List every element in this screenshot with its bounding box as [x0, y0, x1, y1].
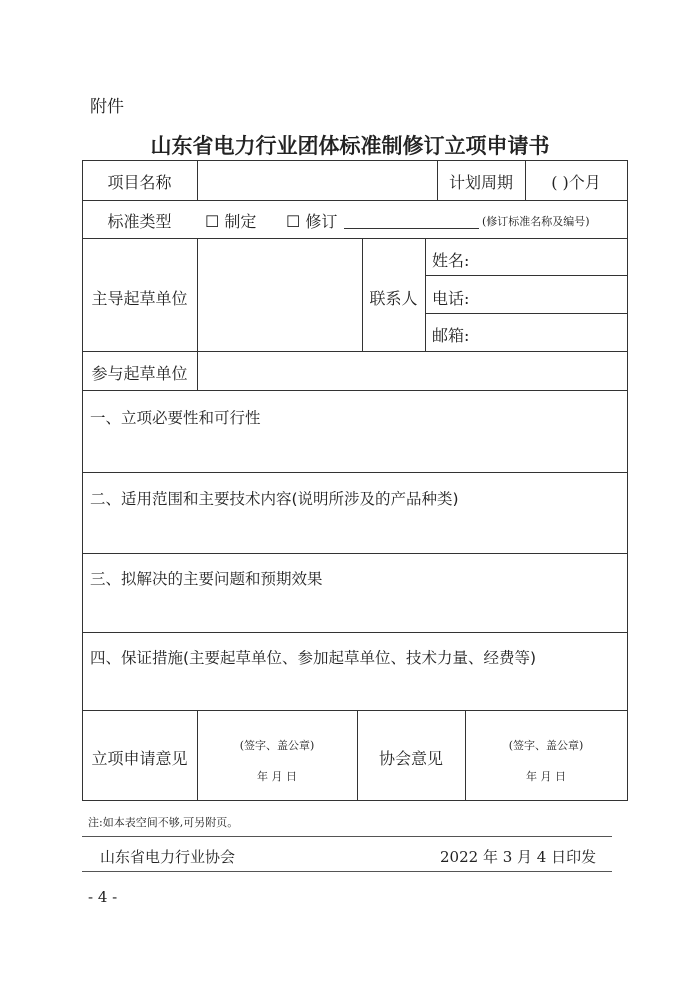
lead-unit-label: 主导起草单位 [91, 289, 188, 308]
table-line [82, 390, 628, 391]
attachment-label: 附件 [90, 97, 124, 117]
section-problems: 三、拟解决的主要问题和预期效果 [90, 570, 323, 588]
plan-period-field[interactable]: ( )个月 [551, 173, 601, 192]
checkbox-establish[interactable]: ☐ 制定 [205, 212, 257, 231]
contact-phone-label[interactable]: 电话: [432, 289, 470, 308]
table-line [425, 238, 426, 351]
contact-name-label[interactable]: 姓名: [432, 251, 470, 270]
date-field-2: 年 月 日 [526, 770, 566, 783]
table-border-left [82, 160, 83, 800]
table-line [82, 632, 628, 633]
contact-email-label[interactable]: 邮箱: [432, 326, 470, 345]
issue-date: 2022 年 3 月 4 日印发 [440, 848, 597, 866]
table-line [82, 472, 628, 473]
assoc-opinion-label: 协会意见 [378, 749, 443, 768]
table-border-right [627, 160, 628, 800]
footer-rule-bottom [82, 871, 612, 872]
apply-opinion-label: 立项申请意见 [91, 749, 188, 768]
lead-unit-field[interactable] [198, 239, 361, 350]
project-name-field[interactable] [198, 161, 436, 199]
table-line [82, 200, 628, 201]
table-line [82, 553, 628, 554]
table-line [82, 710, 628, 711]
revise-standard-blank[interactable] [344, 228, 479, 229]
table-line [425, 313, 628, 314]
contact-label: 联系人 [369, 289, 418, 308]
footer-rule-top [82, 836, 612, 837]
project-name-label: 项目名称 [107, 173, 172, 192]
standard-type-label: 标准类型 [107, 212, 172, 231]
table-line [425, 275, 628, 276]
plan-period-label: 计划周期 [448, 173, 513, 192]
table-line [465, 710, 466, 800]
revise-hint: (修订标准名称及编号) [482, 215, 590, 228]
form-title: 山东省电力行业团体标准制修订立项申请书 [150, 133, 550, 158]
section-necessity: 一、立项必要性和可行性 [90, 409, 261, 427]
page-number: - 4 - [88, 888, 118, 906]
issuer: 山东省电力行业协会 [100, 848, 236, 866]
table-border-bottom [82, 800, 628, 801]
participant-unit-field[interactable] [198, 352, 626, 389]
sign-seal-note-1: (签字、盖公章) [239, 739, 315, 752]
table-line [197, 710, 198, 800]
table-note: 注:如本表空间不够,可另附页。 [88, 816, 239, 829]
section-scope: 二、适用范围和主要技术内容(说明所涉及的产品种类) [90, 490, 459, 508]
checkbox-revise[interactable]: ☐ 修订 [286, 212, 338, 231]
participant-unit-label: 参与起草单位 [91, 364, 188, 383]
section-guarantee: 四、保证措施(主要起草单位、参加起草单位、技术力量、经费等) [90, 649, 537, 667]
date-field-1: 年 月 日 [257, 770, 297, 783]
sign-seal-note-2: (签字、盖公章) [508, 739, 584, 752]
